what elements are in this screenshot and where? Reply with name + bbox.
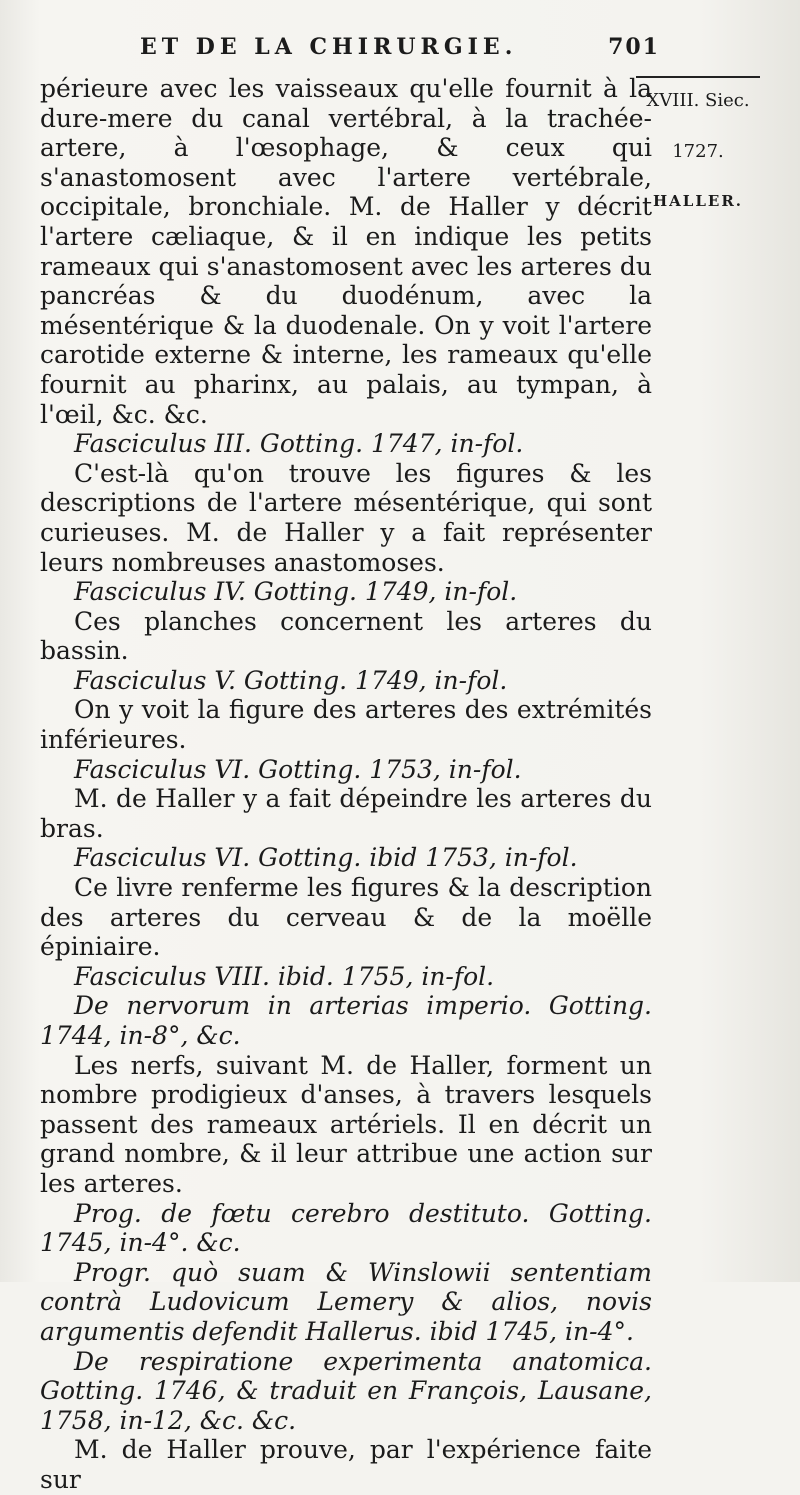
citation: Fasciculus VI. Gotting. 1753, in-fol. (74, 754, 522, 784)
paragraph: Ce livre renferme les figures & la description des arteres du cerveau & de la moëlle épiniaire. (40, 873, 652, 962)
citation: De respiratione experimenta anatomica. Gotting. 1746, & traduit en François, Lausane, 1758, in-12, &c. &c. (40, 1346, 652, 1435)
paragraph: M. de Haller prouve, par l'expérience faite sur (40, 1435, 652, 1494)
page-number: 701 (608, 34, 660, 60)
paragraph: Ces planches concernent les arteres du bassin. (40, 606, 652, 666)
page-header (140, 34, 660, 74)
margin-year: 1727. (672, 141, 724, 162)
margin-rule (636, 76, 760, 78)
paragraph: Les nerfs, suivant M. de Haller, forment un nombre prodigieux d'anses, à travers lesquels passent des rameaux artériels. Il en décrit un grand nombre, & il leur attribue une action sur les arteres. (40, 1050, 652, 1198)
paragraph: On y voit la figure des arteres des extrémités inférieures. (40, 695, 652, 755)
citation: Progr. quò suam & Winslowii sententiam contrà Ludovicum Lemery & alios, novis argumentis defendit Hallerus. ibid 1745, in-4°. (40, 1257, 652, 1346)
paragraph: C'est-là qu'on trouve les figures & les descriptions de l'artere mésentérique, qui sont curieuses. M. de Haller y a fait représenter leurs nombreuses anastomoses. (40, 458, 652, 577)
citation: De nervorum in arterias imperio. Gotting. 1744, in-8°, &c. (40, 991, 652, 1050)
citation: Fasciculus VI. Gotting. ibid 1753, in-fol. (74, 843, 578, 873)
citation: Prog. de fœtu cerebro destituto. Gotting. 1745, in-4°. &c. (40, 1198, 652, 1258)
citation: Fasciculus V. Gotting. 1749, in-fol. (74, 665, 508, 695)
paragraph: M. de Haller y a fait dépeindre les arteres du bras. (40, 784, 652, 843)
citation: Fasciculus III. Gotting. 1747, in-fol. (74, 429, 524, 459)
margin-notes (636, 76, 760, 240)
margin-author: HALLER. (652, 192, 744, 210)
citation: Fasciculus VIII. ibid. 1755, in-fol. (74, 961, 495, 991)
running-title: ET DE LA CHIRURGIE. (140, 34, 518, 60)
margin-century: XVIII. Siec. (646, 90, 750, 111)
citation: Fasciculus IV. Gotting. 1749, in-fol. (74, 577, 518, 607)
main-text (40, 74, 652, 1495)
paragraph: périeure avec les vaisseaux qu'elle fournit à la dure-mere du canal vertébral, à la trachée-artere, à l'œsophage, & ceux qui s'anastomosent avec l'artere vertébrale, occipitale, bronchiale. M. de Haller y décrit l'artere cæliaque, & il en indique les petits rameaux qui s'anastomosent avec les arteres du pancréas & du duodénum, avec la mésentérique & la duodenale. On y voit l'artere carotide externe & interne, les rameaux qu'elle fournit au pharinx, au palais, au tympan, à l'œil, &c. &c. (40, 74, 652, 429)
